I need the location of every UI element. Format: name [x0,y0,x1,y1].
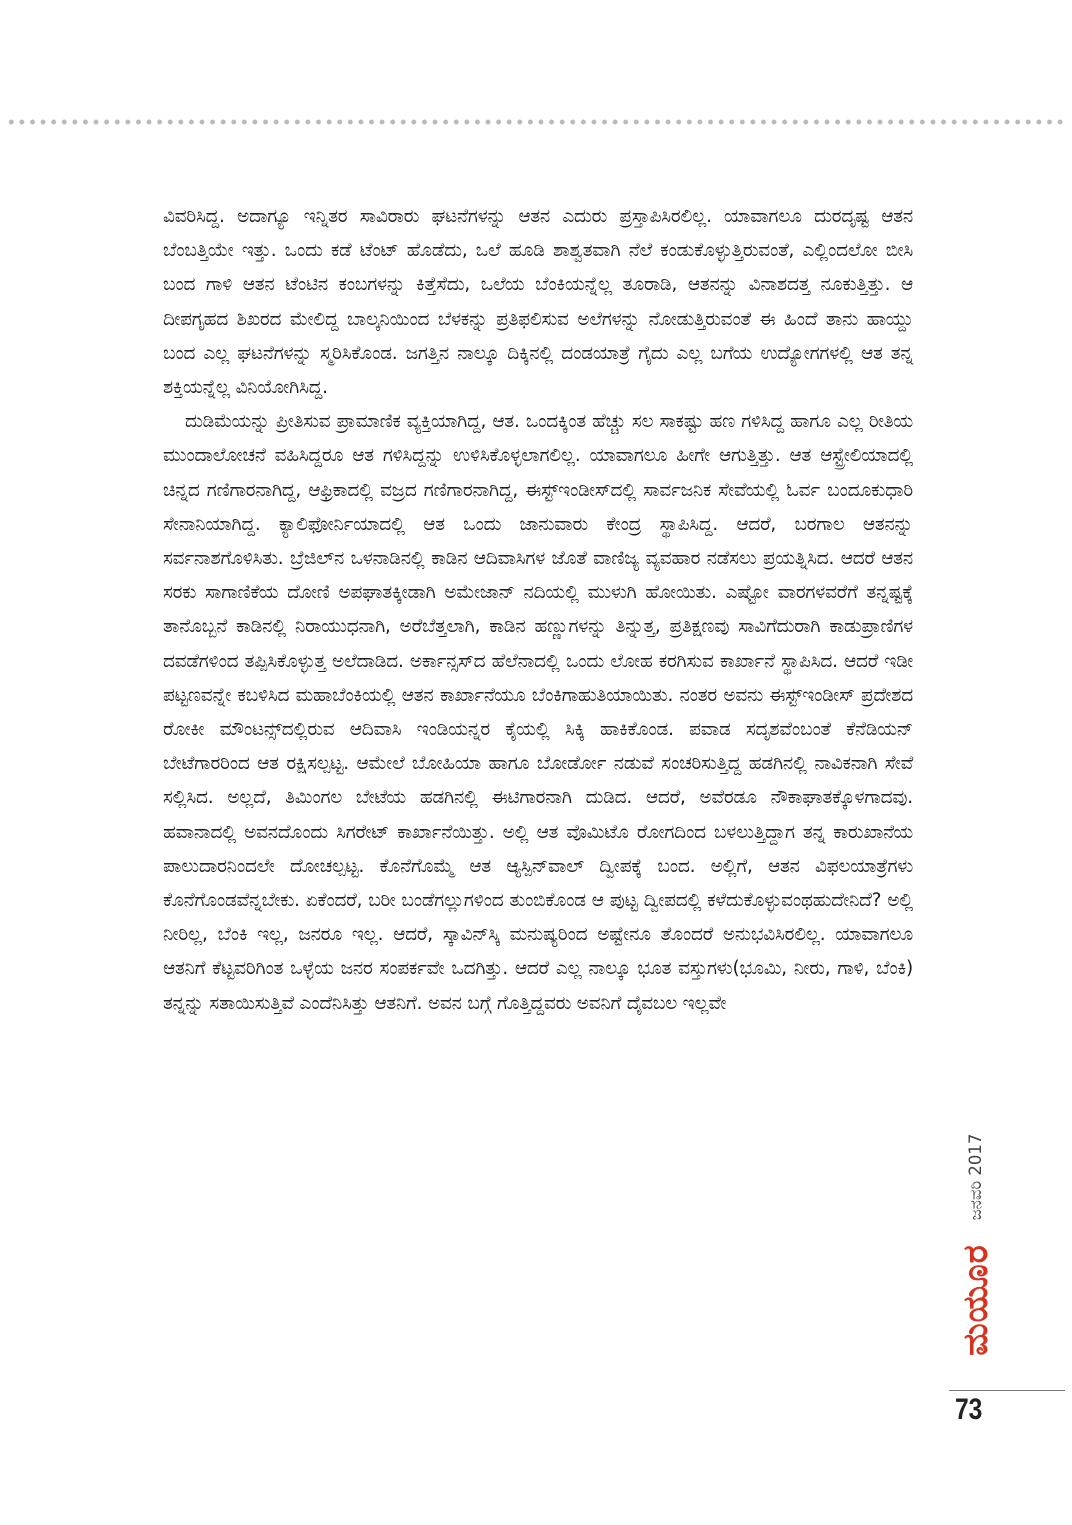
article-body [163,200,913,1021]
page-number-rule [949,1390,1065,1391]
paragraph-2: ದುಡಿಮೆಯನ್ನು ಪ್ರೀತಿಸುವ ಪ್ರಾಮಾಣಿಕ ವ್ಯಕ್ತಿಯಾಗಿದ್ದ, ಆತ. ಒಂದಕ್ಕಿಂತ ಹೆಚ್ಚು ಸಲ ಸಾಕಷ್ಟು ಹಣ ಗಳಿಸಿದ್ದ ಹಾಗೂ ಎಲ್ಲ ರೀತಿಯ ಮುಂದಾಲೋಚನೆ ವಹಿಸಿದ್ದರೂ ಆತ ಗಳಿಸಿದ್ದನ್ನು ಉಳಿಸಿಕೊಳ್ಳಲಾಗಲಿಲ್ಲ. ಯಾವಾಗಲೂ ಹೀಗೇ ಆಗುತ್ತಿತ್ತು. ಆತ ಆಸ್ಟ್ರೇಲಿಯಾದಲ್ಲಿ ಚಿನ್ನದ ಗಣಿಗಾರನಾಗಿದ್ದ, ಆಫ್ರಿಕಾದಲ್ಲಿ ವಜ್ರದ ಗಣಿಗಾರನಾಗಿದ್ದ, ಈಸ್ಟ್‌ಇಂಡೀಸ್‌ದಲ್ಲಿ ಸಾರ್ವಜನಿಕ ಸೇವೆಯಲ್ಲಿ ಓರ್ವ ಬಂದೂಕುಧಾರಿ ಸೇನಾನಿಯಾಗಿದ್ದ. ಕ್ಯಾಲಿಫೋರ್ನಿಯಾದಲ್ಲಿ ಆತ ಒಂದು ಜಾನುವಾರು ಕೇಂದ್ರ ಸ್ಥಾಪಿಸಿದ್ದ. ಆದರೆ, ಬರಗಾಲ ಆತನನ್ನು ಸರ್ವನಾಶಗೊಳಿಸಿತು. ಬ್ರೆಜಿಲ್‌ನ ಒಳನಾಡಿನಲ್ಲಿ ಕಾಡಿನ ಆದಿವಾಸಿಗಳ ಜೊತೆ ವಾಣಿಜ್ಯ ವ್ಯವಹಾರ ನಡೆಸಲು ಪ್ರಯತ್ನಿಸಿದ. ಆದರೆ ಆತನ ಸರಕು ಸಾಗಾಣಿಕೆಯ ದೋಣಿ ಅಪಘಾತಕ್ಕೀಡಾಗಿ ಅಮೇಜಾನ್ ನದಿಯಲ್ಲಿ ಮುಳುಗಿ ಹೋಯಿತು. ಎಷ್ಟೋ ವಾರಗಳವರೆಗೆ ತನ್ನಷ್ಟಕ್ಕೆ ತಾನೊಬ್ಬನೆ ಕಾಡಿನಲ್ಲಿ ನಿರಾಯುಧನಾಗಿ, ಅರೆಬೆತ್ತಲಾಗಿ, ಕಾಡಿನ ಹಣ್ಣುಗಳನ್ನು ತಿನ್ನುತ್ತ, ಪ್ರತಿಕ್ಷಣವು ಸಾವಿಗೆದುರಾಗಿ ಕಾಡುಪ್ರಾಣಿಗಳ ದವಡೆಗಳಿಂದ ತಪ್ಪಿಸಿಕೊಳ್ಳುತ್ತ ಅಲೆದಾಡಿದ. ಅರ್ಕಾನ್ಸಸ್‌ದ ಹೆಲೆನಾದಲ್ಲಿ ಒಂದು ಲೋಹ ಕರಗಿಸುವ ಕಾರ್ಖಾನೆ ಸ್ಥಾಪಿಸಿದ. ಆದರೆ ಇಡೀ ಪಟ್ಟಣವನ್ನೇ ಕಬಳಿಸಿದ ಮಹಾಬೆಂಕಿಯಲ್ಲಿ ಆತನ ಕಾರ್ಖಾನೆಯೂ ಬೆಂಕಿಗಾಹುತಿಯಾಯಿತು. ನಂತರ ಅವನು ಈಸ್ಟ್‌ಇಂಡೀಸ್ ಪ್ರದೇಶದ ರೋಕೀ ಮೌಂಟನ್ಸ್‌ದಲ್ಲಿರುವ ಆದಿವಾಸಿ ಇಂಡಿಯನ್ನರ ಕೈಯಲ್ಲಿ ಸಿಕ್ಕಿ ಹಾಕಿಕೊಂಡ. ಪವಾಡ ಸದೃಶವೆಂಬಂತೆ ಕೆನೆಡಿಯನ್ ಬೇಟೆಗಾರರಿಂದ ಆತ ರಕ್ಷಿಸಲ್ಪಟ್ಟ. ಆಮೇಲೆ ಬೋಹಿಯಾ ಹಾಗೂ ಬೋರ್ಡೋ ನಡುವೆ ಸಂಚರಿಸುತ್ತಿದ್ದ ಹಡಗಿನಲ್ಲಿ ನಾವಿಕನಾಗಿ ಸೇವೆ ಸಲ್ಲಿಸಿದ. ಅಲ್ಲದೆ, ತಿಮಿಂಗಲ ಬೇಟೆಯ ಹಡಗಿನಲ್ಲಿ ಈಟಿಗಾರನಾಗಿ ದುಡಿದ. ಆದರೆ, ಅವೆರಡೂ ನೌಕಾಘಾತಕ್ಕೊಳಗಾದವು. ಹವಾನಾದಲ್ಲಿ ಅವನದೊಂದು ಸಿಗರೇಟ್ ಕಾರ್ಖಾನೆಯಿತ್ತು. ಅಲ್ಲಿ ಆತ ವೊಮಿಟೊ ರೋಗದಿಂದ ಬಳಲುತ್ತಿದ್ದಾಗ ತನ್ನ ಕಾರುಖಾನೆಯ ಪಾಲುದಾರನಿಂದಲೇ ದೋಚಲ್ಪಟ್ಟ. ಕೊನೆಗೊಮ್ಮೆ ಆತ ಆ್ಯಸ್ಪಿನ್‌ವಾಲ್ ದ್ವೀಪಕ್ಕೆ ಬಂದ. ಅಲ್ಲಿಗೆ, ಆತನ ವಿಫಲಯಾತ್ರೆಗಳು ಕೊನೆಗೊಂಡವೆನ್ನಬೇಕು. ಏಕೆಂದರೆ, ಬರೀ ಬಂಡೆಗಲ್ಲುಗಳಿಂದ ತುಂಬಿಕೊಂಡ ಆ ಪುಟ್ಟ ದ್ವೀಪದಲ್ಲಿ ಕಳೆದುಕೊಳ್ಳುವಂಥಹುದೇನಿದೆ? ಅಲ್ಲಿ ನೀರಿಲ್ಲ, ಬೆಂಕಿ ಇಲ್ಲ, ಜನರೂ ಇಲ್ಲ. ಆದರೆ, ಸ್ಕಾವಿನ್‌ಸ್ಕಿ ಮನುಷ್ಯರಿಂದ ಅಷ್ಟೇನೂ ತೊಂದರೆ ಅನುಭವಿಸಿರಲಿಲ್ಲ. ಯಾವಾಗಲೂ ಆತನಿಗೆ ಕೆಟ್ಟವರಿಗಿಂತ ಒಳ್ಳೆಯ ಜನರ ಸಂಪರ್ಕವೇ ಒದಗಿತ್ತು. ಆದರೆ ಎಲ್ಲ ನಾಲ್ಕೂ ಭೂತ ವಸ್ತುಗಳು(ಭೂಮಿ, ನೀರು, ಗಾಳಿ, ಬೆಂಕಿ) ತನ್ನನ್ನು ಸತಾಯಿಸುತ್ತಿವೆ ಎಂದೆನಿಸಿತ್ತು ಆತನಿಗೆ. ಅವನ ಬಗ್ಗೆ ಗೊತ್ತಿದ್ದವರು ಅವನಿಗೆ ದೈವಬಲ ಇಲ್ಲವೇ [163,411,913,1014]
magazine-logo: ಮಯೂರ [956,1244,996,1356]
issue-date: ಜನವರಿ 2017 [966,1133,985,1221]
dotted-header-rule [6,118,1066,126]
paragraph-1: ವಿವರಿಸಿದ್ದ. ಅದಾಗ್ಯೂ ಇನ್ನಿತರ ಸಾವಿರಾರು ಘಟನೆಗಳನ್ನು ಆತನ ಎದುರು ಪ್ರಸ್ತಾಪಿಸಿರಲಿಲ್ಲ. ಯಾವಾಗಲೂ ದುರದೃಷ್ಟ ಆತನ ಬೆಂಬತ್ತಿಯೇ ಇತ್ತು. ಒಂದು ಕಡೆ ಟೆಂಟ್ ಹೊಡೆದು, ಒಲೆ ಹೂಡಿ ಶಾಶ್ವತವಾಗಿ ನೆಲೆ ಕಂಡುಕೊಳ್ಳುತ್ತಿರುವಂತೆ, ಎಲ್ಲಿಂದಲೋ ಬೀಸಿ ಬಂದ ಗಾಳಿ ಆತನ ಟೆಂಟಿನ ಕಂಬಗಳನ್ನು ಕಿತ್ತೆಸೆದು, ಒಲೆಯ ಬೆಂಕಿಯನ್ನೆಲ್ಲ ತೂರಾಡಿ, ಆತನನ್ನು ವಿನಾಶದತ್ತ ನೂಕುತ್ತಿತ್ತು. ಆ ದೀಪಗೃಹದ ಶಿಖರದ ಮೇಲಿದ್ದ ಬಾಲ್ಕನಿಯಿಂದ ಬೆಳಕನ್ನು ಪ್ರತಿಫಲಿಸುವ ಅಲೆಗಳನ್ನು ನೋಡುತ್ತಿರುವಂತೆ ಈ ಹಿಂದೆ ತಾನು ಹಾಯ್ದು ಬಂದ ಎಲ್ಲ ಘಟನೆಗಳನ್ನು ಸ್ಮರಿಸಿಕೊಂಡ. ಜಗತ್ತಿನ ನಾಲ್ಕೂ ದಿಕ್ಕಿನಲ್ಲಿ ದಂಡಯಾತ್ರೆ ಗೈದು ಎಲ್ಲ ಬಗೆಯ ಉದ್ಯೋಗಗಳಲ್ಲಿ ಆತ ತನ್ನ ಶಕ್ತಿಯನ್ನೆಲ್ಲ ವಿನಿಯೋಗಿಸಿದ್ದ. [163,206,913,399]
page-number: 73 [955,1393,983,1426]
